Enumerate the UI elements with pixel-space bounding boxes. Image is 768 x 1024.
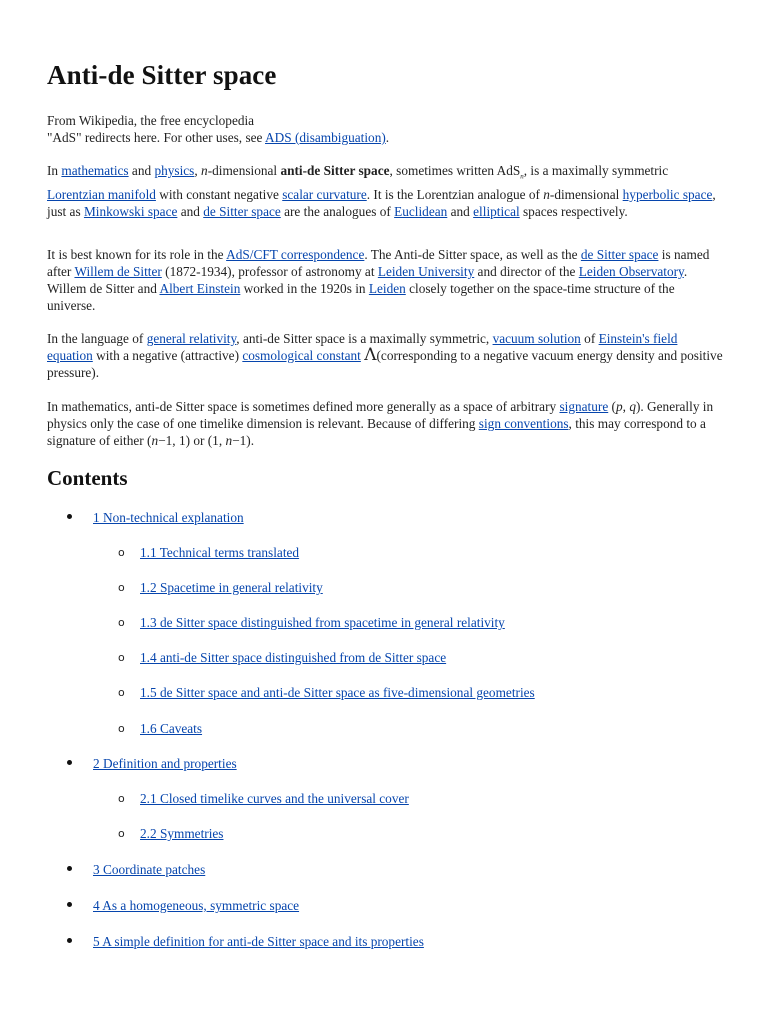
bullet-circle-icon: o [118, 581, 125, 594]
link-willem-de-sitter[interactable]: Willem de Sitter [74, 264, 162, 279]
toc-item [93, 933, 424, 950]
link-ads-cft[interactable]: AdS/CFT correspondence [226, 247, 365, 262]
signature-paragraph: In mathematics, anti-de Sitter space is sometimes defined more generally as a space of arbitrary signature (p, q). Generally in physics only the case of one timelike dimension is relevant. Because of differing sign conventions, this may correspond to a signature of either (n−1, 1) or (1, n−1). [47, 399, 714, 448]
toc-link[interactable]: 3 Coordinate patches [93, 862, 206, 877]
link-leiden[interactable]: Leiden [368, 281, 406, 296]
ads-disambiguation-link[interactable]: ADS (disambiguation) [265, 130, 386, 145]
link-mathematics[interactable]: mathematics [61, 163, 129, 178]
toc-link[interactable]: 2.2 Symmetries [140, 826, 224, 841]
toc-link[interactable]: 1.4 anti-de Sitter space distinguished from de Sitter space [140, 650, 447, 665]
history-paragraph: It is best known for its role in the AdS/CFT correspondence. The Anti-de Sitter space, as well as the de Sitter space is named after Willem de Sitter (1872-1934), professor of astronomy at Leiden University and director of the Leiden Observatory. Willem de Sitter and Albert Einstein worked in the 1920s in Leiden closely together on the space-time structure of the universe. [47, 247, 710, 313]
toc-link[interactable]: 1.1 Technical terms translated [140, 545, 300, 560]
toc-item [118, 579, 323, 596]
toc-item [118, 544, 300, 561]
toc-link[interactable]: 2.1 Closed timelike curves and the universal cover [140, 791, 409, 806]
bullet-dot-icon [67, 938, 72, 943]
toc-link[interactable]: 5 A simple definition for anti-de Sitter space and its properties [93, 934, 424, 949]
bullet-circle-icon: o [118, 722, 125, 735]
bullet-circle-icon: o [118, 827, 125, 840]
toc-item [118, 720, 203, 737]
link-de-sitter-space[interactable]: de Sitter space [203, 203, 281, 219]
link-einstein-field-equation[interactable]: Einstein's field equation [47, 331, 678, 363]
link-minkowski-space[interactable]: Minkowski space [83, 203, 178, 219]
toc-link[interactable]: 1.2 Spacetime in general relativity [140, 580, 323, 595]
bullet-circle-icon: o [118, 651, 125, 664]
link-leiden-observatory[interactable]: Leiden Observatory [578, 264, 684, 279]
toc-item [93, 509, 244, 526]
toc-item [93, 897, 299, 914]
bold-term: anti-de Sitter space [280, 163, 390, 178]
toc-item [118, 649, 447, 666]
bullet-dot-icon [67, 760, 72, 765]
toc-item [118, 614, 505, 631]
toc-item [118, 684, 535, 701]
bullet-dot-icon [67, 902, 72, 907]
link-leiden-university[interactable]: Leiden University [377, 264, 475, 279]
toc-link[interactable]: 1.5 de Sitter space and anti-de Sitter space as five-dimensional geometries [140, 685, 535, 700]
bullet-circle-icon: o [118, 686, 125, 699]
source-line: From Wikipedia, the free encyclopedia [47, 113, 255, 128]
bullet-circle-icon: o [118, 616, 125, 629]
link-lorentzian-manifold[interactable]: Lorentzian manifold [47, 186, 156, 202]
toc-link[interactable]: 2 Definition and properties [93, 756, 237, 771]
bullet-dot-icon [67, 514, 72, 519]
link-de-sitter-space-2[interactable]: de Sitter space [580, 247, 659, 262]
bullet-circle-icon: o [118, 792, 125, 805]
toc-item [93, 861, 205, 878]
link-physics[interactable]: physics [154, 163, 195, 178]
link-general-relativity[interactable]: general relativity [146, 331, 237, 346]
link-albert-einstein[interactable]: Albert Einstein [159, 281, 241, 296]
link-sign-conventions[interactable]: sign conventions [478, 416, 569, 431]
toc-item [118, 825, 224, 842]
bullet-dot-icon [67, 866, 72, 871]
link-cosmological-constant[interactable]: cosmological constant [242, 348, 361, 363]
link-scalar-curvature[interactable]: scalar curvature [282, 186, 367, 202]
link-euclidean[interactable]: Euclidean [394, 203, 448, 219]
toc-link[interactable]: 1.3 de Sitter space distinguished from spacetime in general relativity [140, 615, 505, 630]
contents-heading: Contents [47, 466, 128, 490]
toc-link[interactable]: 4 As a homogeneous, symmetric space [93, 898, 300, 913]
toc-link[interactable]: 1.6 Caveats [140, 721, 203, 736]
bullet-circle-icon: o [118, 546, 125, 559]
relativity-paragraph: In the language of general relativity, anti-de Sitter space is a maximally symmetric, vacuum solution of Einstein's field equation with a negative (attractive) cosmological constant Λ(corresponding to a negative vacuum energy density and positive pressure). [47, 331, 723, 380]
redirect-note: "AdS" redirects here. For other uses, see ADS (disambiguation). [47, 130, 390, 145]
toc-item [118, 790, 409, 807]
page-title: Anti-de Sitter space [47, 60, 277, 90]
intro-paragraph: In mathematics and physics, n-dimensional anti-de Sitter space, sometimes written AdS$_n$, is a maximally symmetric Lorentzian manifold with constant negative scalar curvature. It is the Lorentzian analogue of n-dimensional hyperbolic space, just as Minkowski space and de Sitter space are the analogues of Euclidean and elliptical spaces respectively. [47, 163, 716, 219]
link-hyperbolic-space[interactable]: hyperbolic space [622, 186, 713, 202]
toc-item [93, 755, 237, 772]
toc-link[interactable]: 1 Non-technical explanation [93, 510, 244, 525]
lambda-symbol: Λ [364, 345, 377, 365]
link-signature[interactable]: signature [559, 399, 609, 414]
article-meta [47, 112, 389, 146]
link-elliptical[interactable]: elliptical [473, 203, 520, 219]
link-vacuum-solution[interactable]: vacuum solution [492, 331, 581, 346]
